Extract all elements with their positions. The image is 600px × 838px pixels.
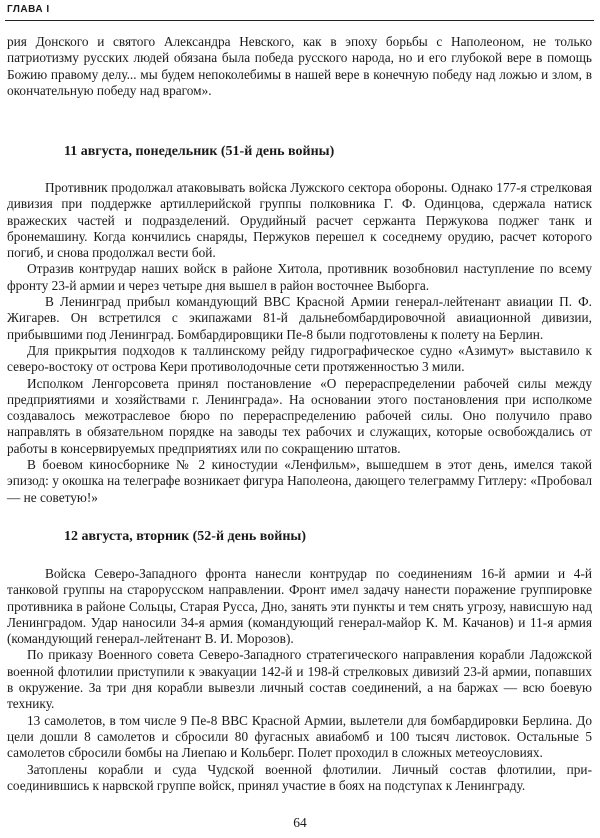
intro-paragraph: рия Донского и святого Александра Невского, как в эпоху борьбы с Наполеоном, не только патриотизму русских людей обязана была победа русского народа, но и его глубокой вере в помощь Божию правому делу... мы будем непоколебимы в нашей вере в конечную победу над ложью и злом, в окончательную победу над врагом». [7, 34, 592, 98]
paragraph: По приказу Военного совета Северо-Западного стратегического направления корабли Ладожской военной флотилии приступили к эвакуации 142-й и 198-й стрелковых дивизий 23-й армии, попавших в окружение. За три дня корабли вывезли личный состав соединений, а на баржах — всю боевую технику. [7, 647, 592, 712]
paragraph: Для прикрытия подходов к таллинскому рейду гидрографическое судно «Азимут» выставило к северо-востоку от острова Кери противолодочные сети протяженностью 3 мили. [7, 342, 592, 375]
chapter-header: ГЛАВА I [7, 4, 50, 15]
section-heading-aug-12: 12 августа, вторник (52-й день войны) [64, 529, 306, 544]
paragraph: Затоплены корабли и суда Чудской военной флотилии. Личный состав флотилии, присоединившись к нарвской группе войск, принял участие в боях на подступах к Ленинграду. [7, 761, 592, 793]
section-body-aug-12 [7, 566, 592, 794]
paragraph: Отразив контрудар наших войск в районе Хитола, противник возобновил наступление по всему фронту 23-й армии и через четыре дня вышел в район восточнее Выборга. [7, 261, 592, 293]
paragraph: В Ленинград прибыл командующий ВВС Красной Армии генерал-лейтенант авиации П. Ф. Жигарев. Он встретился с экипажами 81-й дальнебомбардировочной авиационной дивизии, прибывшими под Ленинград. Бомбардировщики Пе-8 были подготовлены к полету на Берлин. [7, 294, 592, 342]
header-rule [5, 20, 594, 21]
paragraph: Войска Северо-Западного фронта нанесли контрудар по соединениям 16-й армии и 4-й танковой группы на старорусском направлении. Фронт имел задачу нанести поражение группировке противника в районе Сольцы, Старая Русса, Дно, занять эти пункты и тем снять угрозу, нависшую над Ленинградом. Удар наносили 34-я армия (командующий генерал-майор К. М. Качанов) и 11-я армия (командующий генерал-лейтенант В. И. Морозов). [7, 566, 592, 647]
paragraph: Противник продолжал атаковывать войска Лужского сектора обороны. Однако 177-я стрелковая дивизия при поддержке артиллерийской группы полковника Г. Ф. Одинцова, сдержала натиск вражеских частей и подразделений. Орудийный расчет сержанта Пержукова поджег танк и бронемашину. Когда кончились снаряды, Пержуков перешел к соседнему орудию, расчет которого погиб, и снова продолжал вести бой. [7, 180, 592, 261]
section-body-aug-11 [7, 180, 592, 506]
intro-block [7, 34, 592, 99]
section-heading-aug-11: 11 августа, понедельник (51-й день войны) [64, 144, 335, 159]
paragraph: 13 самолетов, в том числе 9 Пе-8 ВВС Красной Армии, вылетели для бомбардировки Берлина. До цели дошли 8 самолетов и сбросили 80 фугасных авиабомб и 100 тысяч листовок. Остальные 5 самолетов сбросили бомбы на Лиепаю и Кольберг. Полет проходил в сложных метеоусловиях. [7, 712, 592, 761]
paragraph: В боевом киносборнике № 2 киностудии «Ленфильм», вышедшем в этот день, имелся такой эпизод: у окошка на телеграфе возникает фигура Наполеона, дающего телеграмму Гитлеру: «Пробовал — не советую!» [7, 457, 592, 505]
page-number: 64 [293, 815, 307, 830]
paragraph: Исполком Ленгорсовета принял постановление «О перераспределении рабочей силы между предприятиями и хозяйствами г. Ленинграда». На основании этого постановления при исполкоме создавалось межотраслевое бюро по перераспределению рабочей силы. Оно получило право направлять в обязательном порядке на заводы тех рабочих и служащих, которые освобождались от работы в консервируемых предприятиях или по сокращению штатов. [7, 375, 592, 456]
